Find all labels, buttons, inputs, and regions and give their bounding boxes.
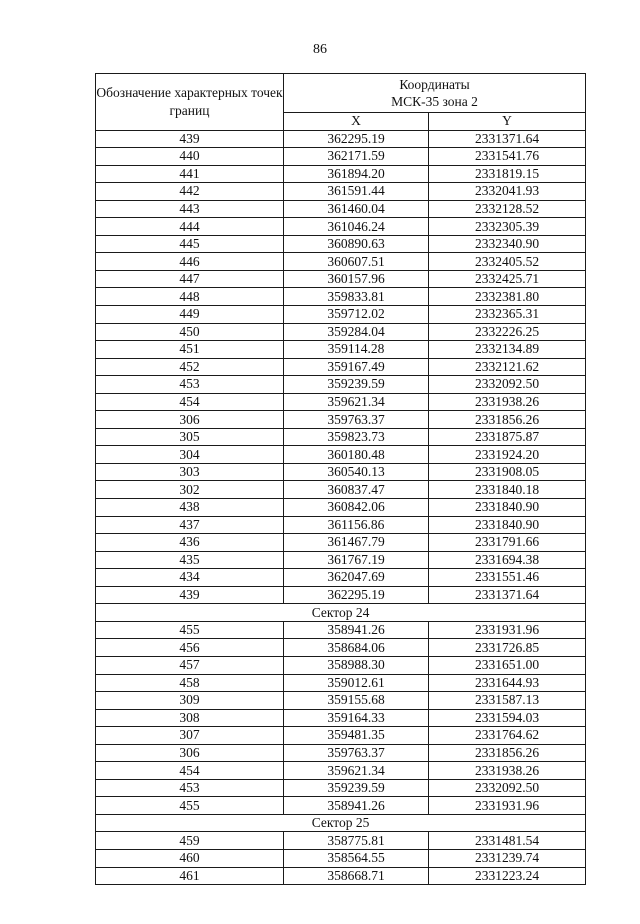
cell-point-id: 459 [96, 832, 284, 850]
cell-x: 361467.79 [284, 534, 429, 552]
cell-y: 2332121.62 [429, 358, 586, 376]
table-row [96, 586, 586, 604]
section-title: Сектор 25 [96, 814, 586, 832]
header-coords-title: Координаты [399, 77, 470, 92]
table-row [96, 779, 586, 797]
cell-point-id: 451 [96, 341, 284, 359]
cell-y: 2331931.96 [429, 797, 586, 815]
table-row [96, 534, 586, 552]
cell-x: 361767.19 [284, 551, 429, 569]
table-row [96, 218, 586, 236]
table-row [96, 797, 586, 815]
cell-x: 359155.68 [284, 692, 429, 710]
cell-point-id: 436 [96, 534, 284, 552]
cell-y: 2332092.50 [429, 779, 586, 797]
cell-point-id: 453 [96, 779, 284, 797]
cell-x: 360540.13 [284, 463, 429, 481]
coordinates-table [95, 73, 586, 885]
cell-x: 359012.61 [284, 674, 429, 692]
cell-y: 2331726.85 [429, 639, 586, 657]
cell-y: 2331223.24 [429, 867, 586, 885]
table-row [96, 323, 586, 341]
cell-y: 2331651.00 [429, 656, 586, 674]
cell-point-id: 443 [96, 200, 284, 218]
table-row [96, 639, 586, 657]
cell-point-id: 454 [96, 393, 284, 411]
cell-point-id: 446 [96, 253, 284, 271]
cell-x: 358668.71 [284, 867, 429, 885]
cell-point-id: 441 [96, 165, 284, 183]
table-body [96, 130, 586, 885]
cell-y: 2331371.64 [429, 586, 586, 604]
header-coordinates [284, 74, 586, 113]
cell-y: 2331694.38 [429, 551, 586, 569]
cell-y: 2331856.26 [429, 411, 586, 429]
cell-y: 2332041.93 [429, 183, 586, 201]
cell-y: 2331856.26 [429, 744, 586, 762]
cell-x: 359164.33 [284, 709, 429, 727]
cell-point-id: 309 [96, 692, 284, 710]
table-row [96, 270, 586, 288]
cell-point-id: 458 [96, 674, 284, 692]
section-row [96, 814, 586, 832]
cell-x: 359621.34 [284, 393, 429, 411]
header-col-x: X [284, 113, 429, 131]
table-row [96, 446, 586, 464]
table-row [96, 428, 586, 446]
cell-y: 2331840.90 [429, 499, 586, 517]
cell-y: 2332340.90 [429, 235, 586, 253]
cell-x: 362171.59 [284, 148, 429, 166]
table-row [96, 516, 586, 534]
table-row [96, 849, 586, 867]
cell-point-id: 444 [96, 218, 284, 236]
cell-y: 2331644.93 [429, 674, 586, 692]
cell-x: 359114.28 [284, 341, 429, 359]
page-number: 86 [313, 42, 327, 57]
table-row [96, 165, 586, 183]
cell-point-id: 448 [96, 288, 284, 306]
table-row [96, 832, 586, 850]
cell-y: 2331587.13 [429, 692, 586, 710]
cell-y: 2331239.74 [429, 849, 586, 867]
cell-point-id: 460 [96, 849, 284, 867]
section-title: Сектор 24 [96, 604, 586, 622]
cell-x: 359481.35 [284, 727, 429, 745]
cell-x: 360890.63 [284, 235, 429, 253]
cell-x: 359239.59 [284, 779, 429, 797]
header-point-label: Обозначение характерных точек границ [96, 74, 284, 131]
cell-point-id: 455 [96, 797, 284, 815]
cell-y: 2331819.15 [429, 165, 586, 183]
cell-point-id: 449 [96, 306, 284, 324]
table-row [96, 288, 586, 306]
cell-y: 2331840.18 [429, 481, 586, 499]
cell-y: 2331551.46 [429, 569, 586, 587]
table-row [96, 744, 586, 762]
cell-x: 358775.81 [284, 832, 429, 850]
cell-point-id: 453 [96, 376, 284, 394]
table-row [96, 253, 586, 271]
table-row [96, 674, 586, 692]
cell-point-id: 435 [96, 551, 284, 569]
cell-x: 361156.86 [284, 516, 429, 534]
table-header-row [96, 74, 586, 113]
header-coords-system: МСК-35 зона 2 [391, 94, 478, 109]
cell-y: 2332425.71 [429, 270, 586, 288]
table-row [96, 341, 586, 359]
cell-x: 362295.19 [284, 130, 429, 148]
cell-point-id: 455 [96, 621, 284, 639]
cell-x: 358684.06 [284, 639, 429, 657]
cell-y: 2332305.39 [429, 218, 586, 236]
cell-y: 2332092.50 [429, 376, 586, 394]
table-row [96, 393, 586, 411]
table-row [96, 569, 586, 587]
cell-y: 2331594.03 [429, 709, 586, 727]
cell-x: 359284.04 [284, 323, 429, 341]
cell-x: 360180.48 [284, 446, 429, 464]
cell-point-id: 450 [96, 323, 284, 341]
table-row [96, 499, 586, 517]
cell-point-id: 439 [96, 586, 284, 604]
cell-x: 359763.37 [284, 744, 429, 762]
cell-point-id: 452 [96, 358, 284, 376]
table-row [96, 551, 586, 569]
table-row [96, 183, 586, 201]
cell-y: 2331875.87 [429, 428, 586, 446]
cell-y: 2332134.89 [429, 341, 586, 359]
table-row [96, 200, 586, 218]
cell-x: 359833.81 [284, 288, 429, 306]
cell-x: 362295.19 [284, 586, 429, 604]
cell-y: 2331371.64 [429, 130, 586, 148]
table-row [96, 727, 586, 745]
cell-x: 362047.69 [284, 569, 429, 587]
cell-y: 2331764.62 [429, 727, 586, 745]
table-row [96, 148, 586, 166]
cell-x: 359167.49 [284, 358, 429, 376]
cell-x: 361591.44 [284, 183, 429, 201]
cell-y: 2331938.26 [429, 762, 586, 780]
cell-y: 2332365.31 [429, 306, 586, 324]
cell-y: 2331791.66 [429, 534, 586, 552]
table-row [96, 376, 586, 394]
cell-y: 2332381.80 [429, 288, 586, 306]
table-row [96, 306, 586, 324]
cell-x: 360842.06 [284, 499, 429, 517]
table-row [96, 235, 586, 253]
table-row [96, 709, 586, 727]
table-row [96, 481, 586, 499]
cell-point-id: 308 [96, 709, 284, 727]
cell-x: 360157.96 [284, 270, 429, 288]
cell-x: 358941.26 [284, 797, 429, 815]
cell-point-id: 438 [96, 499, 284, 517]
cell-x: 358564.55 [284, 849, 429, 867]
cell-x: 359823.73 [284, 428, 429, 446]
cell-y: 2332128.52 [429, 200, 586, 218]
table-row [96, 621, 586, 639]
cell-point-id: 440 [96, 148, 284, 166]
table-row [96, 656, 586, 674]
cell-point-id: 445 [96, 235, 284, 253]
cell-point-id: 306 [96, 411, 284, 429]
cell-x: 361894.20 [284, 165, 429, 183]
table-row [96, 411, 586, 429]
cell-x: 361460.04 [284, 200, 429, 218]
cell-x: 359712.02 [284, 306, 429, 324]
table-row [96, 463, 586, 481]
cell-point-id: 307 [96, 727, 284, 745]
cell-point-id: 442 [96, 183, 284, 201]
cell-y: 2331938.26 [429, 393, 586, 411]
cell-x: 359763.37 [284, 411, 429, 429]
cell-x: 359239.59 [284, 376, 429, 394]
cell-y: 2331840.90 [429, 516, 586, 534]
cell-x: 358941.26 [284, 621, 429, 639]
cell-y: 2332405.52 [429, 253, 586, 271]
cell-point-id: 302 [96, 481, 284, 499]
table-row [96, 867, 586, 885]
table-row [96, 692, 586, 710]
cell-point-id: 461 [96, 867, 284, 885]
cell-y: 2331481.54 [429, 832, 586, 850]
cell-point-id: 306 [96, 744, 284, 762]
cell-x: 358988.30 [284, 656, 429, 674]
table-row [96, 358, 586, 376]
cell-x: 360607.51 [284, 253, 429, 271]
cell-y: 2332226.25 [429, 323, 586, 341]
cell-point-id: 303 [96, 463, 284, 481]
cell-point-id: 305 [96, 428, 284, 446]
cell-y: 2331924.20 [429, 446, 586, 464]
cell-point-id: 304 [96, 446, 284, 464]
cell-point-id: 439 [96, 130, 284, 148]
cell-point-id: 457 [96, 656, 284, 674]
header-col-y: Y [429, 113, 586, 131]
table-row [96, 130, 586, 148]
table-row [96, 762, 586, 780]
section-row [96, 604, 586, 622]
cell-y: 2331931.96 [429, 621, 586, 639]
cell-x: 359621.34 [284, 762, 429, 780]
cell-x: 360837.47 [284, 481, 429, 499]
cell-y: 2331541.76 [429, 148, 586, 166]
cell-point-id: 454 [96, 762, 284, 780]
cell-point-id: 437 [96, 516, 284, 534]
cell-point-id: 447 [96, 270, 284, 288]
cell-point-id: 434 [96, 569, 284, 587]
cell-point-id: 456 [96, 639, 284, 657]
cell-x: 361046.24 [284, 218, 429, 236]
cell-y: 2331908.05 [429, 463, 586, 481]
